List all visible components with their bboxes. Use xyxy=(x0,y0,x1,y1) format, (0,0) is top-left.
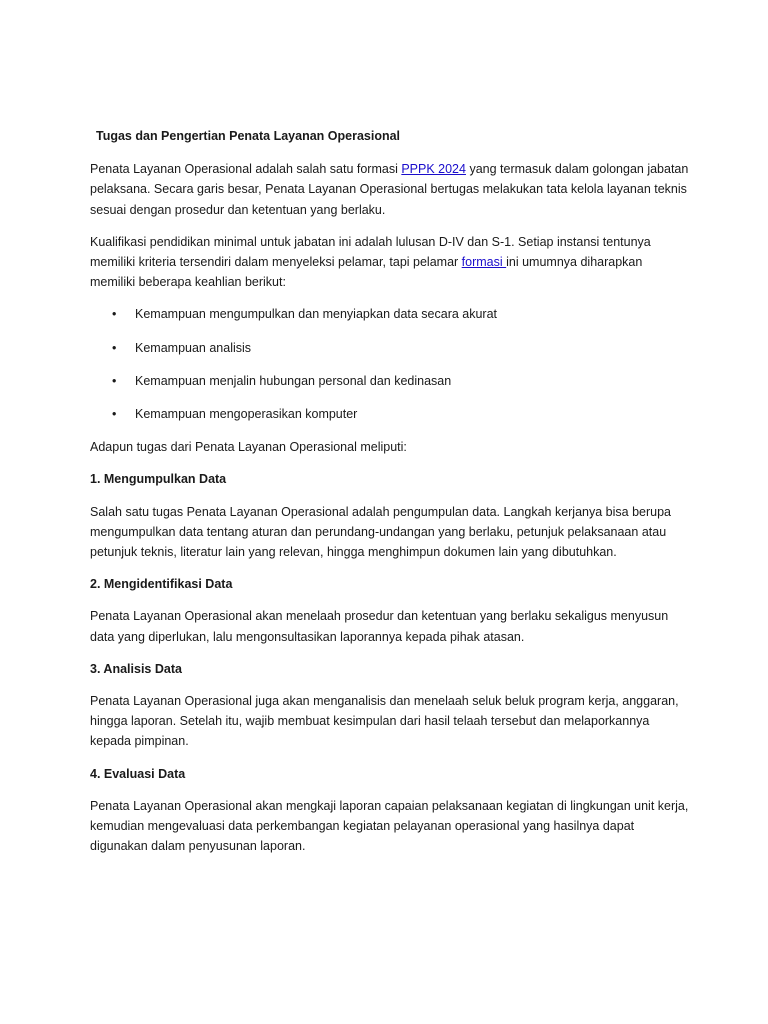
section-heading-analyze-data: 3. Analisis Data xyxy=(90,661,182,676)
list-item-text: Kemampuan mengoperasikan komputer xyxy=(135,407,358,422)
bullet-icon: • xyxy=(112,340,117,355)
list-item xyxy=(90,304,690,324)
document-title: Tugas dan Pengertian Penata Layanan Operasional xyxy=(96,129,401,143)
section-heading-evaluate-data: 4. Evaluasi Data xyxy=(90,766,186,781)
bullet-icon: • xyxy=(112,307,117,322)
formasi-link[interactable]: formasi xyxy=(461,255,507,270)
list-item-text: Kemampuan menjalin hubungan personal dan kedinasan xyxy=(135,373,452,388)
section-body-collect-data: Salah satu tugas Penata Layanan Operasional adalah pengumpulan data. Langkah kerjanya bisa berupa mengumpulkan data tentang aturan dan perundang-undangan yang berlaku, petunjuk pelaksanaan atau petunjuk teknis, literatur lain yang relevan, hingga menghimpun dokumen lain yang dibutuhkan. xyxy=(90,504,671,560)
intro-text-before: Penata Layanan Operasional adalah salah satu formasi xyxy=(90,162,402,177)
list-item xyxy=(90,371,690,391)
section-body-evaluate-data: Penata Layanan Operasional akan mengkaji laporan capaian pelaksanaan kegiatan di lingkungan unit kerja, kemudian mengevaluasi data perkembangan kegiatan pelayanan operasional yang hasilnya dapat digunakan dalam penyusunan laporan. xyxy=(90,798,689,854)
list-item-text: Kemampuan analisis xyxy=(135,340,252,355)
duties-intro: Adapun tugas dari Penata Layanan Operasional meliputi: xyxy=(90,440,407,455)
list-item-text: Kemampuan mengumpulkan dan menyiapkan data secara akurat xyxy=(135,307,498,322)
qualification-text-after: ini umumnya diharapkan memiliki beberapa keahlian berikut: xyxy=(90,255,643,290)
section-heading-collect-data: 1. Mengumpulkan Data xyxy=(90,472,227,487)
skills-list xyxy=(90,304,690,424)
section-body-identify-data: Penata Layanan Operasional akan menelaah prosedur dan ketentuan yang berlaku sekaligus menyusun data yang diperlukan, lalu mengonsultasikan laporannya kepada pihak atasan. xyxy=(90,609,669,644)
list-item xyxy=(90,338,690,358)
section-body-analyze-data: Penata Layanan Operasional juga akan menganalisis dan menelaah seluk beluk program kerja, anggaran, hingga laporan. Setelah itu, wajib membuat kesimpulan dari hasil telaah tersebut dan melaporkannya kepada pimpinan. xyxy=(90,694,679,749)
bullet-icon: • xyxy=(112,407,117,422)
qualification-text-before: Kualifikasi pendidikan minimal untuk jabatan ini adalah lulusan D-IV dan S-1. Setiap instansi tentunya memiliki kriteria tersendiri dalam menyeleksi pelamar, tapi pelamar xyxy=(90,234,651,270)
section-heading-identify-data: 2. Mengidentifikasi Data xyxy=(90,577,233,592)
pppk-2024-link[interactable]: PPPK 2024 xyxy=(401,162,466,177)
qualification-paragraph xyxy=(90,232,690,293)
bullet-icon: • xyxy=(112,373,117,388)
list-item xyxy=(90,404,690,424)
intro-text-after: yang termasuk dalam golongan jabatan pelaksana. Secara garis besar, Penata Layanan Operasional bertugas melakukan tata kelola layanan teknis sesuai dengan prosedur dan ketentuan yang berlaku. xyxy=(90,162,689,217)
document-page xyxy=(90,126,690,868)
intro-paragraph xyxy=(90,159,690,220)
